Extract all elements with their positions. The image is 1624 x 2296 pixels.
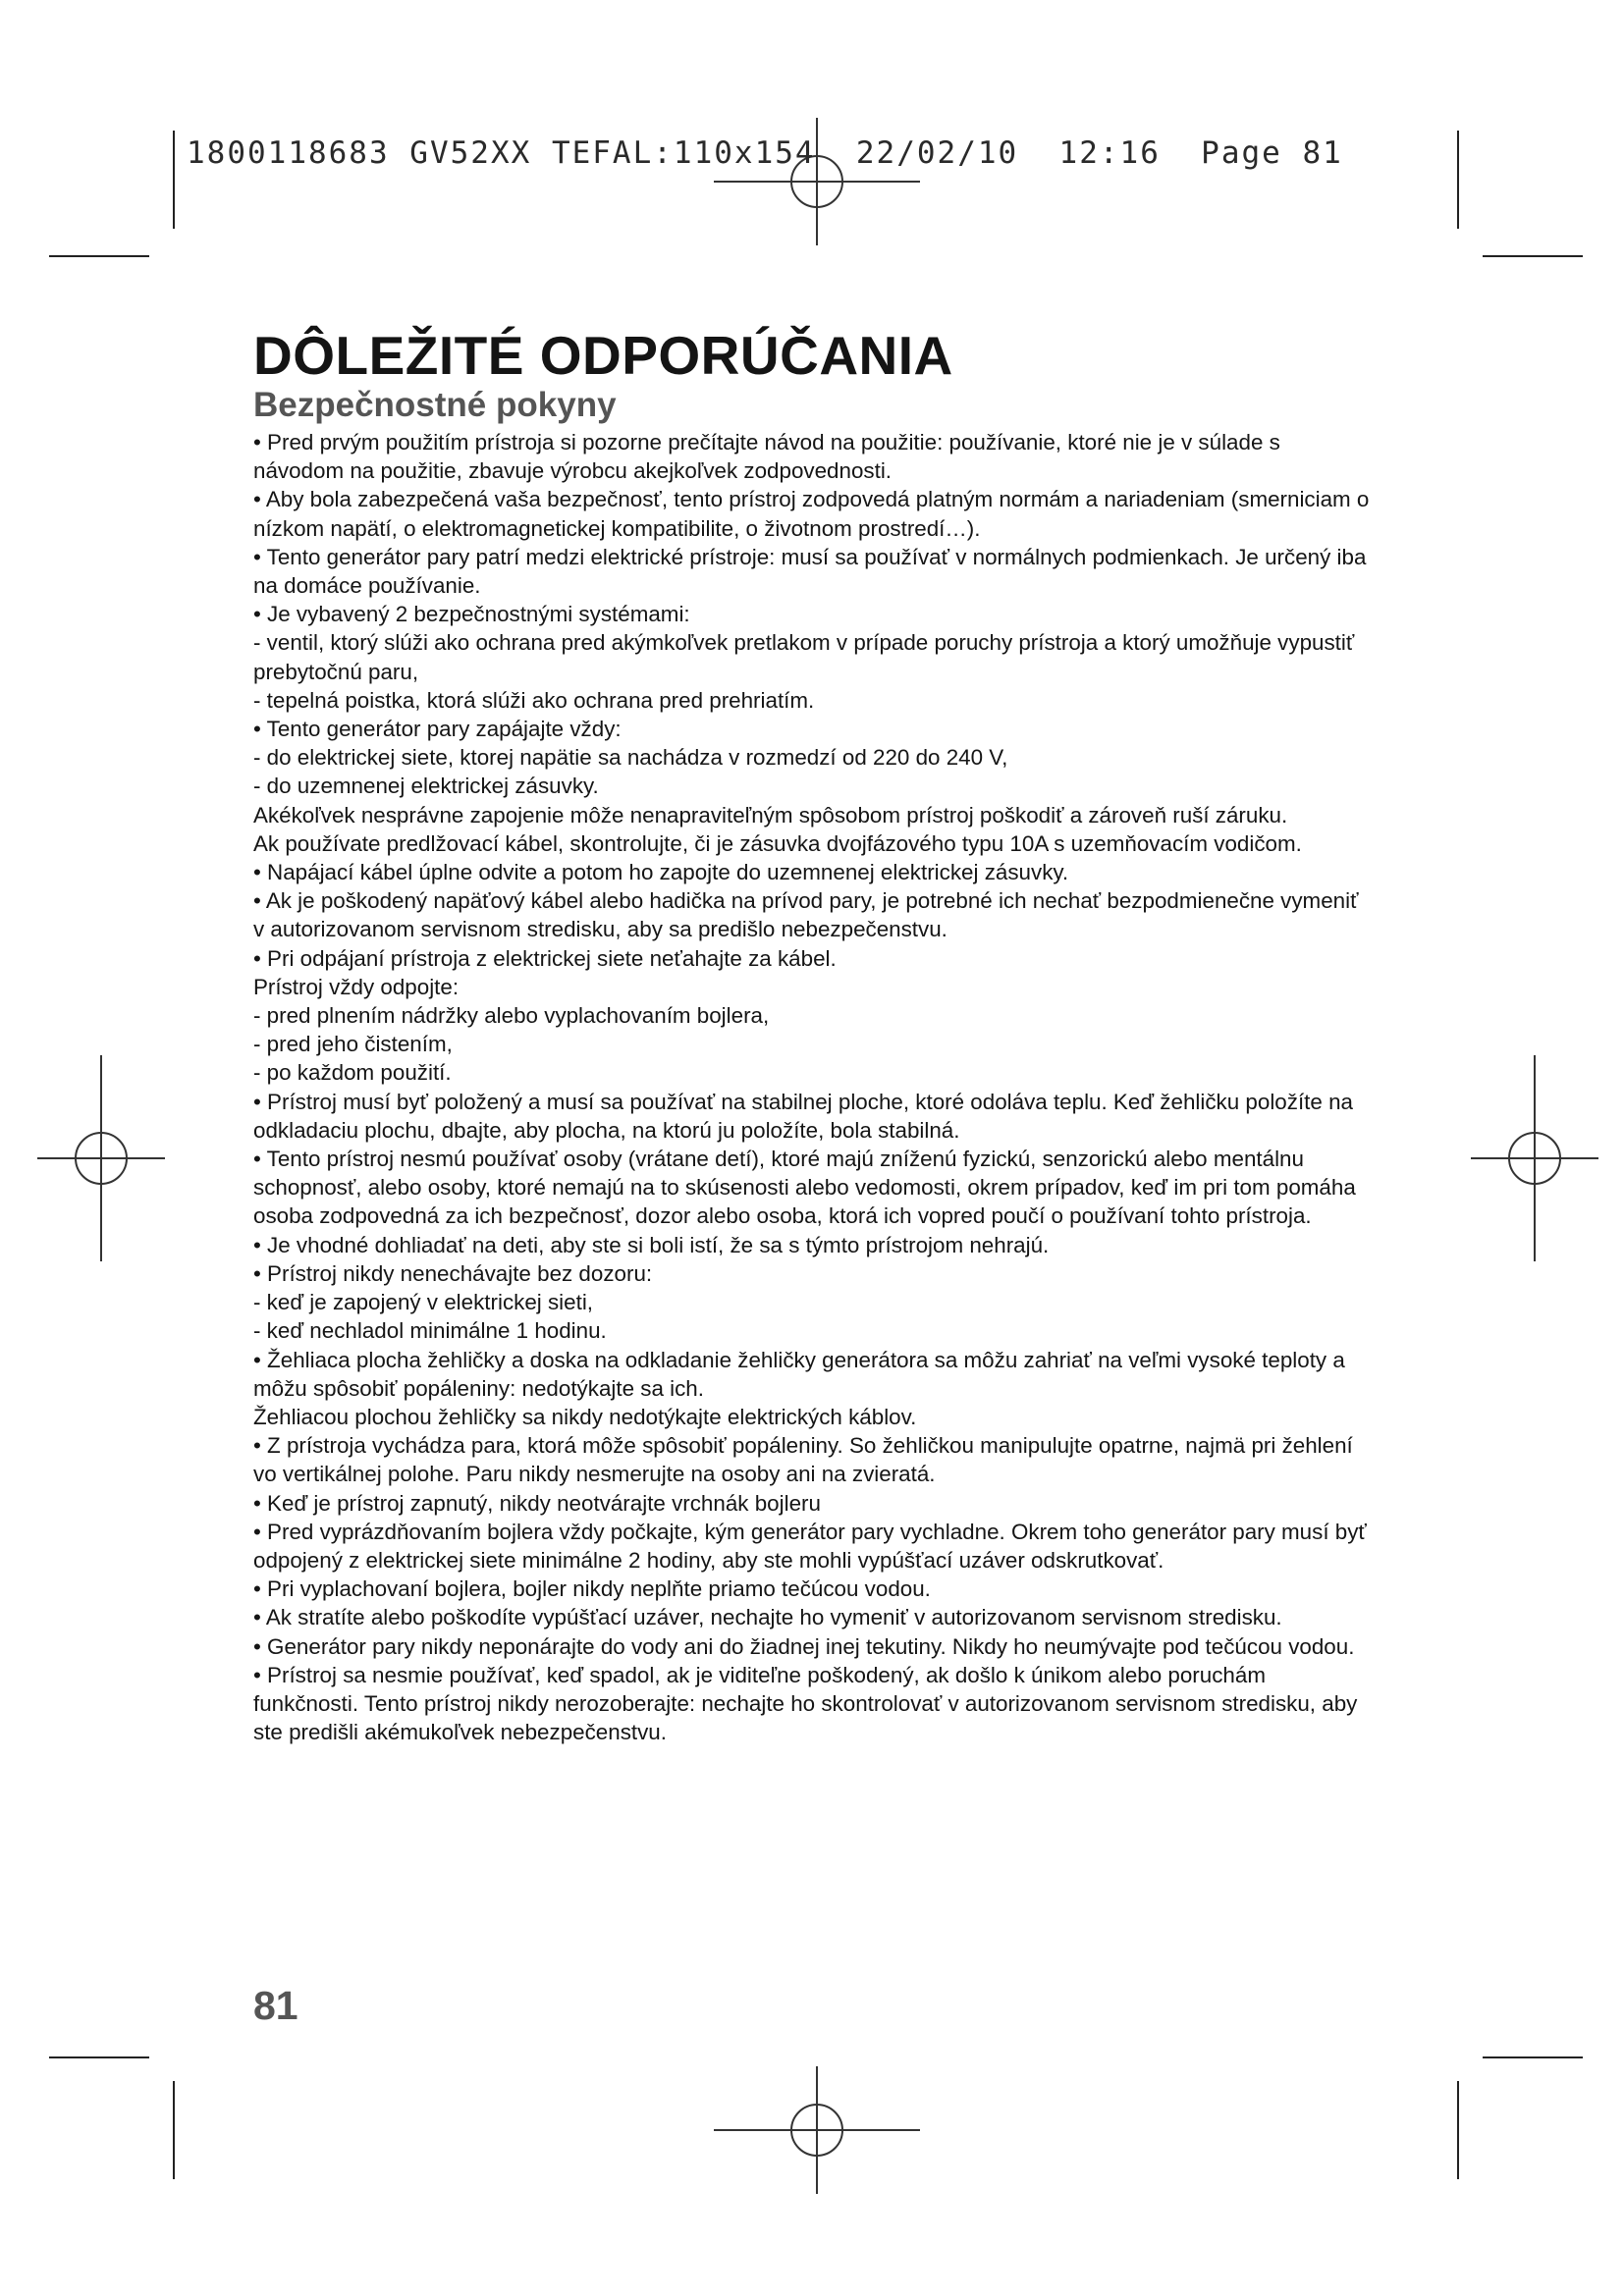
crop-mark-bottom-left-vertical (173, 2081, 175, 2179)
crop-mark-bottom-right-vertical (1457, 2081, 1459, 2179)
paragraph: • Prístroj musí byť položený a musí sa používať na stabilnej ploche, ktoré odoláva teplu. Keď žehličku položíte na odkladaciu plochu, dbajte, aby plocha, na ktorú ju položíte, bola stabilná. (253, 1089, 1353, 1143)
paragraph: • Ak stratíte alebo poškodíte vypúšťací uzáver, nechajte ho vymeniť v autorizovanom servisnom stredisku. (253, 1605, 1282, 1630)
page-number: 81 (253, 1983, 298, 2028)
paragraph: • Tento generátor pary zapájajte vždy: (253, 717, 622, 742)
print-slug: 1800118683 GV52XX TEFAL:110x154 22/02/10 12:16 Page 81 (187, 135, 1343, 171)
section-subtitle: Bezpečnostné pokyny (253, 386, 617, 424)
registration-mark-right (1471, 1055, 1598, 1261)
paragraph: • Tento prístroj nesmú používať osoby (vrátane detí), ktoré majú zníženú fyzickú, senzorickú alebo mentálnu schopnosť, alebo osoby, ktoré nemajú na to skúsenosti alebo vedomosti, okrem prípadov, keď im pri tom pomáha osoba zodpovedná za ich bezpečnosť, dozor alebo osoba, ktorá ich vopred poučí o používaní tohto prístroja. (253, 1147, 1356, 1229)
paragraph: • Napájací kábel úplne odvite a potom ho zapojte do uzemnenej elektrickej zásuvky. (253, 860, 1069, 885)
paragraph: • Prístroj nikdy nenechávajte bez dozoru: (253, 1260, 653, 1286)
paragraph: Akékoľvek nesprávne zapojenie môže nenapraviteľným spôsobom prístroj poškodiť a zároveň ruší záruku. (253, 802, 1288, 828)
crop-mark-top-right-horizontal (1483, 255, 1583, 257)
instructions-body (253, 428, 1373, 1746)
paragraph: • Generátor pary nikdy neponárajte do vody ani do žiadnej inej tekutiny. Nikdy ho neumývajte pod tečúcou vodou. (253, 1633, 1355, 1659)
paragraph: • Pri vyplachovaní bojlera, bojler nikdy neplňte priamo tečúcou vodou. (253, 1576, 931, 1602)
paragraph: Žehliacou plochou žehličky sa nikdy nedotýkajte elektrických káblov. (253, 1404, 917, 1429)
crop-mark-top-left-vertical (173, 131, 175, 229)
paragraph: - do uzemnenej elektrickej zásuvky. (253, 774, 599, 799)
paragraph: - ventil, ktorý slúži ako ochrana pred akýmkoľvek pretlakom v prípade poruchy prístroja a ktorý umožňuje vypustiť prebytočnú paru, (253, 630, 1355, 684)
paragraph: Prístroj vždy odpojte: (253, 974, 460, 999)
crop-mark-bottom-right-horizontal (1483, 2056, 1583, 2058)
paragraph: - po každom použití. (253, 1060, 452, 1086)
paragraph: • Keď je prístroj zapnutý, nikdy neotvárajte vrchnák bojleru (253, 1490, 821, 1516)
paragraph: - keď nechladol minimálne 1 hodinu. (253, 1318, 607, 1344)
paragraph: • Ak je poškodený napäťový kábel alebo hadička na prívod pary, je potrebné ich nechať bezpodmienečne vymeniť v autorizovanom servisnom stredisku, aby sa predišlo nebezpečenstvu. (253, 888, 1359, 942)
safety-instructions (253, 326, 1373, 1746)
paragraph: - do elektrickej siete, ktorej napätie sa nachádza v rozmedzí od 220 do 240 V, (253, 745, 1008, 771)
page-title: DÔLEŽITÉ ODPORÚČANIA (253, 325, 953, 386)
registration-mark-left (37, 1055, 165, 1261)
paragraph: • Pred vyprázdňovaním bojlera vždy počkajte, kým generátor pary vychladne. Okrem toho generátor pary musí byť odpojený z elektrickej siete minimálne 2 hodiny, aby ste mohli vypúšťací uzáver odskrutkovať. (253, 1519, 1367, 1573)
paragraph: • Je vhodné dohliadať na deti, aby ste si boli istí, že sa s týmto prístrojom nehrajú. (253, 1232, 1050, 1257)
paragraph: - keď je zapojený v elektrickej sieti, (253, 1290, 594, 1315)
paragraph: • Žehliaca plocha žehličky a doska na odkladanie žehličky generátora sa môžu zahriať na veľmi vysoké teploty a môžu spôsobiť popáleniny: nedotýkajte sa ich. (253, 1347, 1345, 1401)
paragraph: • Prístroj sa nesmie používať, keď spadol, ak je viditeľne poškodený, ak došlo k únikom alebo poruchám funkčnosti. Tento prístroj nikdy nerozoberajte: nechajte ho skontrolovať v autorizovanom servisnom stredisku, aby ste predišli akémukoľvek nebezpečenstvu. (253, 1662, 1358, 1745)
paragraph: • Pri odpájaní prístroja z elektrickej siete neťahajte za kábel. (253, 945, 837, 971)
paragraph: Ak používate predlžovací kábel, skontrolujte, či je zásuvka dvojfázového typu 10A s uzemňovacím vodičom. (253, 830, 1302, 856)
paragraph: - pred jeho čistením, (253, 1032, 453, 1057)
paragraph: - pred plnením nádržky alebo vyplachovaním bojlera, (253, 1003, 770, 1029)
paragraph: • Z prístroja vychádza para, ktorá môže spôsobiť popáleniny. So žehličkou manipulujte opatrne, najmä pri žehlení vo vertikálnej polohe. Paru nikdy nesmerujte na osoby ani na zvieratá. (253, 1433, 1353, 1487)
paragraph: • Tento generátor pary patrí medzi elektrické prístroje: musí sa používať v normálnych podmienkach. Je určený iba na domáce používanie. (253, 544, 1367, 599)
crop-mark-top-left-horizontal (49, 255, 149, 257)
paragraph: - tepelná poistka, ktorá slúži ako ochrana pred prehriatím. (253, 687, 815, 713)
registration-mark-bottom (714, 2066, 920, 2194)
paragraph: • Je vybavený 2 bezpečnostnými systémami: (253, 602, 690, 627)
crop-mark-top-right-vertical (1457, 131, 1459, 229)
crop-mark-bottom-left-horizontal (49, 2056, 149, 2058)
paragraph: • Pred prvým použitím prístroja si pozorne prečítajte návod na použitie: používanie, ktoré nie je v súlade s návodom na použitie, zbavuje výrobcu akejkoľvek zodpovednosti. (253, 430, 1280, 484)
paragraph: • Aby bola zabezpečená vaša bezpečnosť, tento prístroj zodpovedá platným normám a nariadeniam (smerniciam o nízkom napätí, o elektromagnetickej kompatibilite, o životnom prostredí…). (253, 487, 1370, 541)
